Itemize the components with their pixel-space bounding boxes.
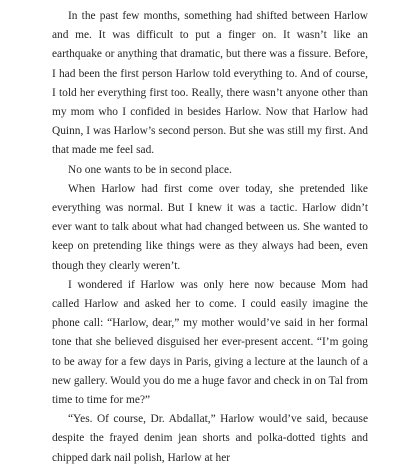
paragraph-2: No one wants to be in second place.	[68, 163, 232, 176]
paragraph-1: In the past few months, something had shifted between Harlow and me. It was difficult to put a finger on. It wasn’t like an earthquake or anything that dramatic, but there was a fissure. Before, I had been the first person Harlow told everything to. And of course, I told her everything first too. Really, there wasn’t anyone other than my mom who I confided in besides Harlow. Now that Harlow had Quinn, I was Harlow’s second person. But she was still my first. And that made me feel sad.	[52, 10, 368, 157]
paragraph-4: I wondered if Harlow was only here now because Mom had called Harlow and asked her to come. I could easily imagine the phone call: “Harlow, dear,” my mother would’ve said in her formal tone that she believed disguised her ever-present accent. “I’m going to be away for a few days in Paris, giving a lecture at the launch of a new gallery. Would you do me a huge favor and check in on Tal from time to time for me?”	[52, 278, 368, 407]
paragraph-3: When Harlow had first come over today, she pretended like everything was normal. But I knew it was a tactic. Harlow didn’t ever want to talk about what had changed between us. She wanted to keep on pretending like things were as they always had been, even though they clearly weren’t.	[52, 182, 368, 272]
paragraph-5: “Yes. Of course, Dr. Abdallat,” Harlow would’ve said, because despite the frayed denim jean shorts and polka-dotted tights and chipped dark nail polish, Harlow at her	[52, 413, 368, 464]
page-body-text	[52, 7, 368, 468]
